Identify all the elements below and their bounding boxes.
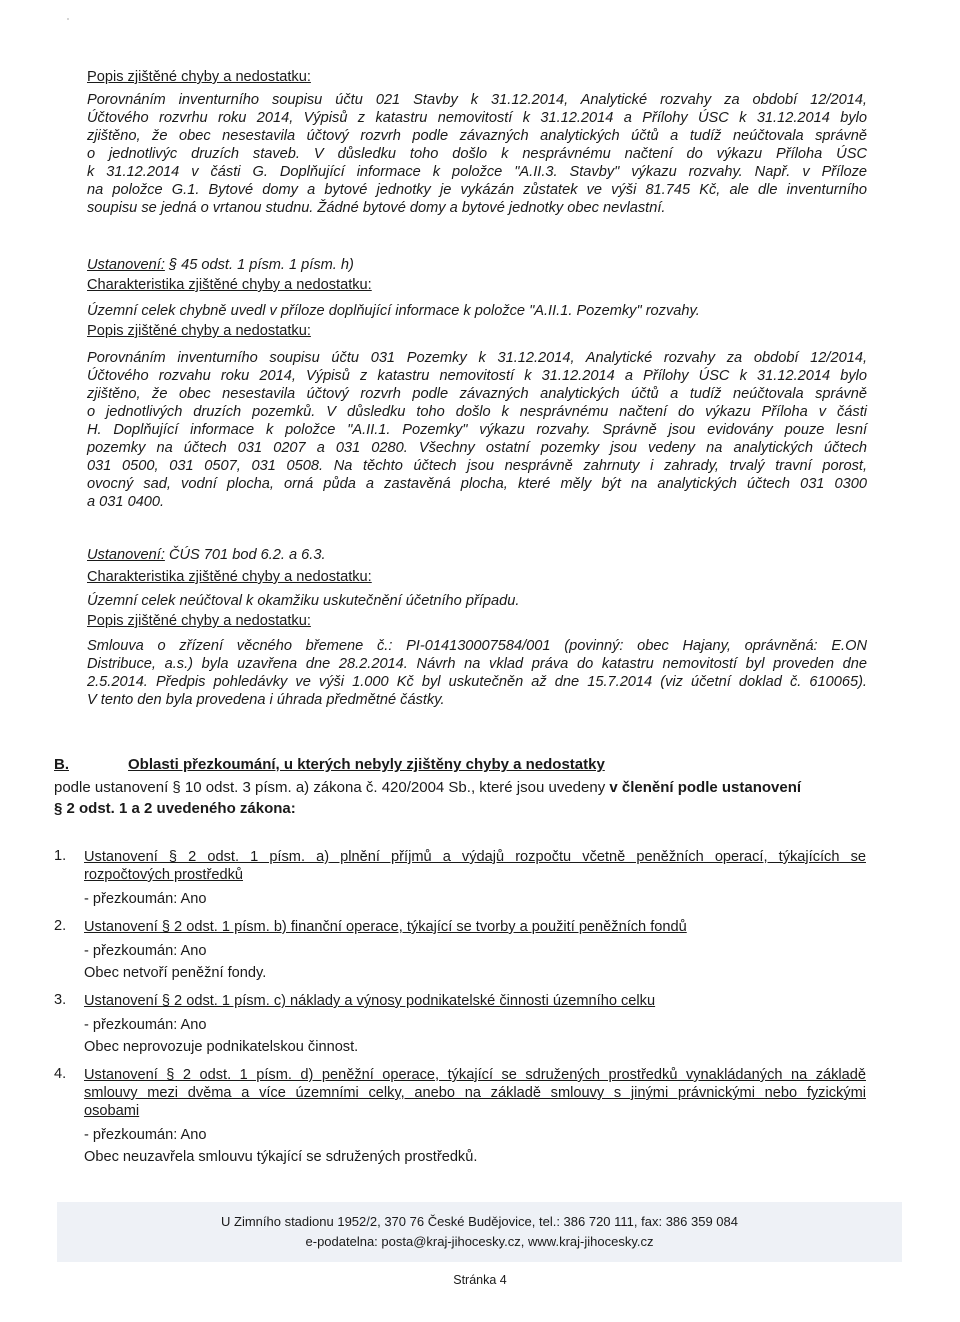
list-item xyxy=(84,992,866,1056)
charakteristika-heading: Charakteristika zjištěné chyby a nedostatku: xyxy=(87,277,372,293)
body-line: pozemky na účtech 031 0207 a 031 0280. Všechny ostatní pozemky jsou vedeny na analytických účtech xyxy=(87,440,867,456)
body-line: k 31.12.2014 v části G. Doplňující informace k položce "A.II.3. Stavby" výkazu rozvahy. Např. v Příloze xyxy=(87,164,867,180)
section-intro-bold: § 2 odst. 1 a 2 uvedeného zákona: xyxy=(54,800,296,817)
item-note: Obec netvoří peněžní fondy. xyxy=(84,965,267,981)
body-line: a 031 0400. xyxy=(87,494,165,510)
intro-bold: v členění podle ustanovení xyxy=(609,779,802,796)
section-intro xyxy=(54,777,866,798)
charakteristika-text: Územní celek neúčtoval k okamžiku uskutečnění účetního případu. xyxy=(87,593,520,609)
footer-contact: e-podatelna: posta@kraj-jihocesky.cz, www.kraj-jihocesky.cz xyxy=(305,1234,654,1249)
ustanoveni-label: Ustanovení: xyxy=(87,547,165,563)
intro-plain: podle ustanovení § 10 odst. 3 písm. a) zákona č. 420/2004 Sb., které jsou uvedeny xyxy=(54,779,610,796)
footer-address-box xyxy=(57,1202,902,1262)
ustanoveni-line xyxy=(87,546,326,564)
charakteristika-heading: Charakteristika zjištěné chyby a nedostatku: xyxy=(87,569,372,585)
body-line: 031 0500, 031 0507, 031 0508. Na těchto účtech jsou nesprávně zahrnuty i zahrady, trvalý travní porost, xyxy=(87,458,867,474)
item-title: Ustanovení § 2 odst. 1 písm. c) náklady a výnosy podnikatelské činnosti územního celku xyxy=(84,993,656,1009)
body-line: na položce G.1. Bytové domy a bytové jednotky je vykázán zůstatek ve výši 81.745 Kč, ale dle inventurního xyxy=(87,182,867,198)
body-line: Účtového rozvrhu roku 2014, Výpisů z katastru nemovitostí k 31.12.2014 a Přílohy ÚSC k 31.12.2014 bylo xyxy=(87,110,867,126)
body-line: ovocný sad, vodní plocha, orná půda a zastavěná plocha, které měly být na analytických účtech 031 0300 xyxy=(87,476,867,492)
popis-heading: Popis zjištěné chyby a nedostatku: xyxy=(87,613,311,629)
section-title: Oblasti přezkoumání, u kterých nebyly zjištěny chyby a nedostatky xyxy=(128,756,605,773)
body-line: Porovnáním inventurního soupisu účtu 021 Stavby k 31.12.2014, Analytické rozvahy za období 12/2014, xyxy=(87,92,867,108)
item-number: 4. xyxy=(54,1066,67,1082)
ustanoveni-line xyxy=(87,256,354,274)
item-status: - přezkoumán: Ano xyxy=(84,891,207,907)
body-line: Distribuce, a.s.) byla uzavřena dne 28.2.2014. Návrh na vklad práva do katastru nemovitostí byl proveden dne xyxy=(87,656,867,672)
item-status: - přezkoumán: Ano xyxy=(84,1017,207,1033)
list-item xyxy=(84,1066,866,1166)
body-line: H. Doplňující informace k položce "A.II.1. Pozemky" výkazu rozvahy. Správně jsou evidovány pouze lesní xyxy=(87,422,867,438)
page-number: Stránka 4 xyxy=(453,1273,507,1287)
popis-heading: Popis zjištěné chyby a nedostatku: xyxy=(87,69,311,85)
list-item xyxy=(84,848,866,908)
body-line: Účtového rozvahu roku 2014, Výpisů z katastru nemovitostí k 31.12.2014 a Přílohy ÚSC k 31.12.2014 bylo xyxy=(87,368,867,384)
footer-address: U Zimního stadionu 1952/2, 370 76 České Budějovice, tel.: 386 720 111, fax: 386 359 084 xyxy=(221,1214,738,1229)
section-letter: B. xyxy=(54,756,69,773)
body-line: Smlouva o zřízení věcného břemene č.: PI-014130007584/001 (povinný: obec Hajany, oprávněná: E.ON xyxy=(87,638,867,654)
ustanoveni-label: Ustanovení: xyxy=(87,257,165,273)
body-line: V tento den byla provedena i úhrada předmětné částky. xyxy=(87,692,445,708)
item-title: Ustanovení § 2 odst. 1 písm. d) peněžní operace, týkající se sdružených prostředků vynakládaných na základě xyxy=(84,1067,866,1083)
item-note: Obec neprovozuje podnikatelskou činnost. xyxy=(84,1039,359,1055)
scan-speck xyxy=(67,18,69,20)
body-line: 2.5.2014. Předpis pohledávky ve výši 1.000 Kč byl uskutečněn až dne 15.7.2014 (viz účetní doklad č. 610065). xyxy=(87,674,867,690)
item-status: - přezkoumán: Ano xyxy=(84,1127,207,1143)
body-line: soupisu se jedná o vrtanou studnu. Žádné bytové domy a bytové jednotky obec nevlastní. xyxy=(87,200,666,216)
body-line: o jednotlivýc druzích staveb. V důsledku toho došlo k nesprávnému načtení do výkazu Příloha ÚSC xyxy=(87,146,867,162)
item-title: Ustanovení § 2 odst. 1 písm. b) finanční operace, týkající se tvorby a použití peněžních fondů xyxy=(84,919,687,935)
popis-heading: Popis zjištěné chyby a nedostatku: xyxy=(87,323,311,339)
item-number: 1. xyxy=(54,848,67,864)
list-item xyxy=(84,918,866,982)
ustanoveni-text: ČÚS 701 bod 6.2. a 6.3. xyxy=(164,547,326,563)
body-line: zjištěno, že obec nesestavila účtový rozvrh podle závazných analytických účtů a tudíž neúčtovala správně xyxy=(87,128,867,144)
ustanoveni-text: § 45 odst. 1 písm. 1 písm. h) xyxy=(164,257,354,273)
item-title: smlouvy mezi dvěma a více územními celky, anebo na základě smlouvy s jinými právnickými nebo fyzickými xyxy=(84,1085,866,1101)
charakteristika-text: Územní celek chybně uvedl v příloze doplňující informace k položce "A.II.1. Pozemky" rozvahy. xyxy=(87,303,700,319)
item-title: osobami xyxy=(84,1103,140,1119)
item-title: rozpočtových prostředků xyxy=(84,867,243,883)
item-note: Obec neuzavřela smlouvu týkající se sdružených prostředků. xyxy=(84,1149,478,1165)
body-line: Porovnáním inventurního soupisu účtu 031 Pozemky k 31.12.2014, Analytické rozvahy za období 12/2014, xyxy=(87,350,867,366)
body-line: zjištěno, že obec nesestavila účtový rozvrh podle závazných analytických účtů a tudíž neúčtovala správně xyxy=(87,386,867,402)
item-number: 3. xyxy=(54,992,67,1008)
item-title: Ustanovení § 2 odst. 1 písm. a) plnění příjmů a výdajů rozpočtu včetně peněžních operací, týkajících se xyxy=(84,849,866,865)
body-line: o jednotlivých druzích pozemků. V důsledku toho došlo k nesprávnému načtení do výkazu Příloha v části xyxy=(87,404,867,420)
item-number: 2. xyxy=(54,918,67,934)
item-status: - přezkoumán: Ano xyxy=(84,943,207,959)
